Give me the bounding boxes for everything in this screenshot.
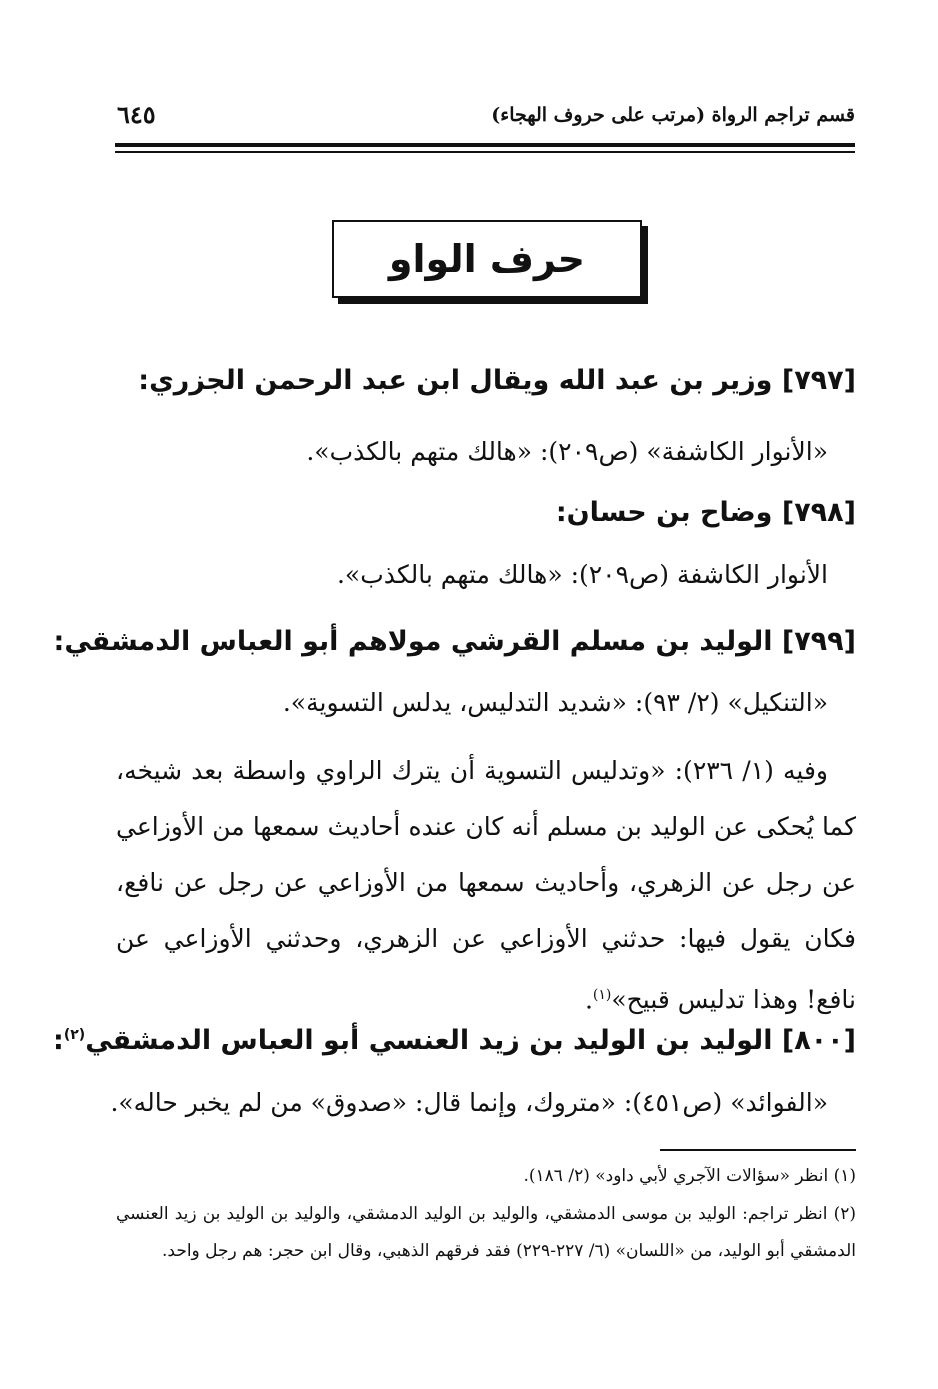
entry-text: «الأنوار الكاشفة» (ص٢٠٩): «هالك متهم بالكذب». [306, 437, 828, 466]
header-title: قسم تراجم الرواة (مرتب على حروف الهجاء) [491, 104, 855, 126]
entry-heading: [٧٩٩] الوليد بن مسلم القرشي مولاهم أبو العباس الدمشقي: [53, 626, 856, 657]
footnote-marker: (٢) [63, 1027, 86, 1043]
entry-heading-text: [٨٠٠] الوليد بن الوليد بن زيد العنسي أبو العباس الدمشقي [85, 1025, 856, 1056]
entry-text: الأنوار الكاشفة (ص٢٠٩): «هالك متهم بالكذب». [336, 560, 828, 589]
entry-heading: [٧٩٧] وزير بن عبد الله ويقال ابن عبد الرحمن الجزري: [138, 365, 856, 396]
header-rule-thin [115, 151, 855, 153]
entry-heading-end: : [53, 1025, 64, 1056]
chapter-title: حرف الواو [388, 237, 586, 281]
chapter-title-box [332, 220, 642, 298]
footnote-marker: (١) [592, 987, 612, 1003]
page-number: ٦٤٥ [117, 100, 156, 129]
header-rule-thick [115, 143, 855, 147]
entry-paragraph [116, 743, 856, 1028]
entry-text: «الفوائد» (ص٤٥١): «متروك، وإنما قال: «صدوق» من لم يخبر حاله». [110, 1088, 828, 1117]
footnote-separator [660, 1149, 856, 1151]
paragraph-body: وفيه (١/ ٢٣٦): «وتدليس التسوية أن يترك الراوي واسطة بعد شيخه، كما يُحكى عن الوليد بن مسلم أنه كان عنده أحاديث سمعها من الأوزاعي عن رجل عن الزهري، وأحاديث سمعها من الأوزاعي عن رجل عن نافع، فكان يقول فيها: حدثني الأوزاعي عن الزهري، وحدثني الأوزاعي عن نافع! وهذا تدليس قبيح» [116, 756, 856, 1015]
entry-heading [53, 1025, 856, 1056]
footnote: (٢) انظر تراجم: الوليد بن موسى الدمشقي، والوليد بن الوليد الدمشقي، والوليد بن الوليد بن زيد العنسي الدمشقي أبو الوليد، من «اللسان» (٦/ ٢٢٧-٢٢٩) فقد فرقهم الذهبي، وقال ابن حجر: هم رجل واحد. [116, 1204, 856, 1261]
entry-text: «التنكيل» (٢/ ٩٣): «شديد التدليس، يدلس التسوية». [282, 688, 828, 717]
entry-heading: [٧٩٨] وضاح بن حسان: [555, 497, 856, 528]
running-header [115, 98, 855, 138]
footnote: (١) انظر «سؤالات الآجري لأبي داود» (٢/ ١٨٦). [523, 1166, 856, 1186]
paragraph-end: . [584, 985, 593, 1015]
